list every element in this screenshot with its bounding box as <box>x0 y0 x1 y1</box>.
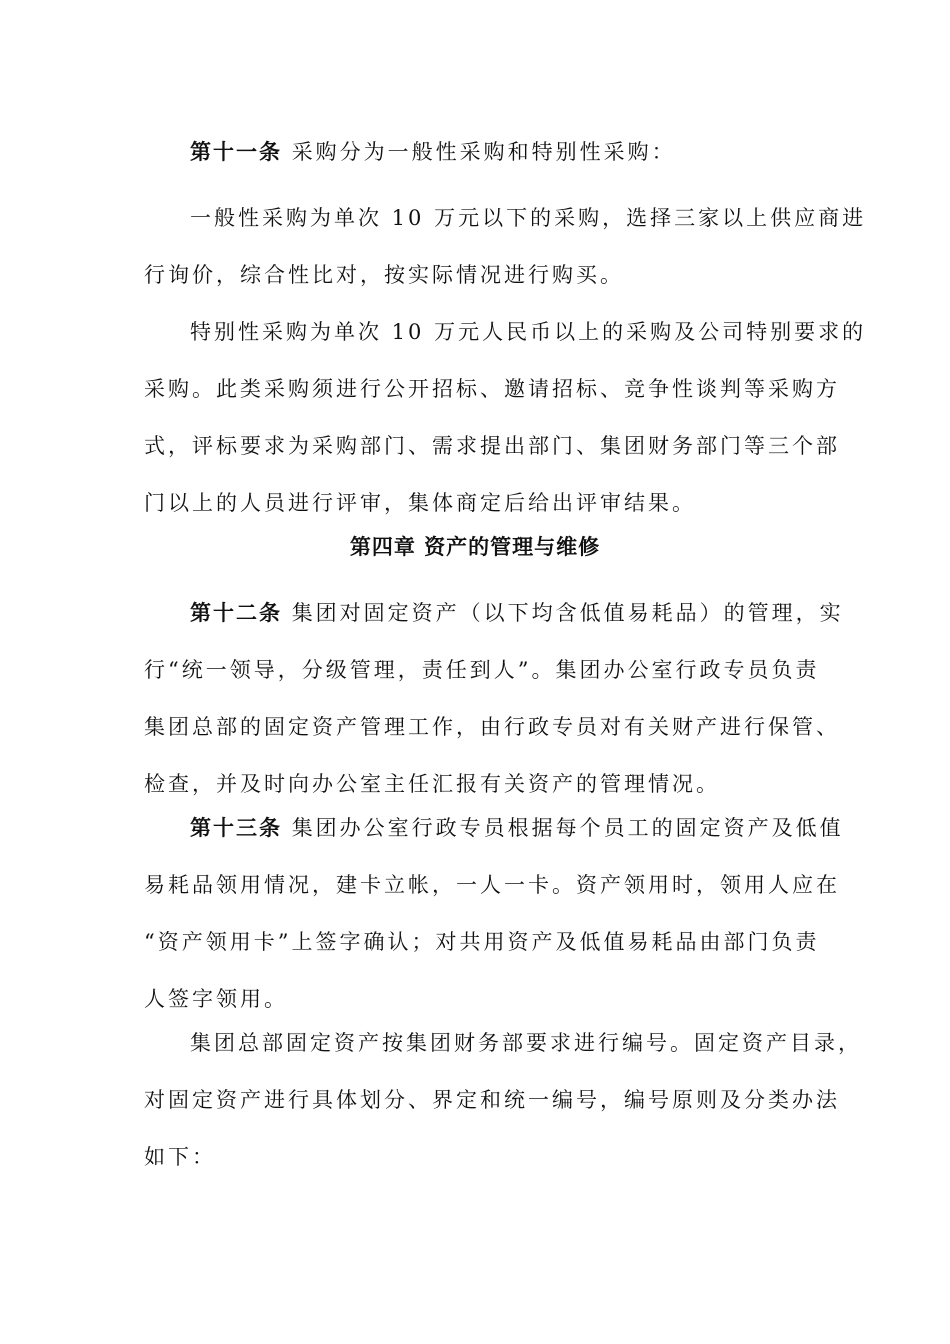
paragraph-line: 门以上的人员进行评审，集体商定后给出评审结果。 <box>144 491 696 515</box>
article-13-label: 第十三条 <box>190 816 282 840</box>
paragraph-line: 如下： <box>144 1145 216 1169</box>
paragraph-line: 式，评标要求为采购部门、需求提出部门、集团财务部门等三个部 <box>144 434 840 458</box>
paragraph-line: 对固定资产进行具体划分、界定和统一编号，编号原则及分类办法 <box>144 1088 840 1112</box>
paragraph-line: 特别性采购为单次 10 万元人民币以上的采购及公司特别要求的 <box>190 320 867 344</box>
article-12-label: 第十二条 <box>190 601 282 625</box>
chapter-heading: 第四章 资产的管理与维修 <box>349 535 601 559</box>
general-procurement-paragraph <box>144 190 867 304</box>
paragraph-line: 一般性采购为单次 10 万元以下的采购，选择三家以上供应商进 <box>190 206 867 230</box>
special-procurement-paragraph <box>144 304 867 532</box>
paragraph-line: 集团总部固定资产按集团财务部要求进行编号。固定资产目录， <box>190 1031 862 1055</box>
article-12-text: 集团对固定资产（以下均含低值易耗品）的管理，实 <box>291 601 844 625</box>
paragraph-line: 行询价，综合性比对，按实际情况进行购买。 <box>144 263 624 287</box>
article-12 <box>144 585 844 813</box>
paragraph-line: 易耗品领用情况，建卡立帐，一人一卡。资产领用时，领用人应在 <box>144 873 840 897</box>
paragraph-line: 检查，并及时向办公室主任汇报有关资产的管理情况。 <box>144 772 720 796</box>
article-11-label: 第十一条 <box>190 140 282 164</box>
asset-numbering-paragraph <box>144 1015 862 1186</box>
paragraph-line: 集团总部的固定资产管理工作，由行政专员对有关财产进行保管、 <box>144 715 840 739</box>
paragraph-line: 行“统一领导，分级管理，责任到人”。集团办公室行政专员负责 <box>144 658 820 682</box>
paragraph-line: 采购。此类采购须进行公开招标、邀请招标、竞争性谈判等采购方 <box>144 377 840 401</box>
article-13-text: 集团办公室行政专员根据每个员工的固定资产及低值 <box>291 816 844 840</box>
article-12-line-1 <box>144 585 844 642</box>
article-11-text: 采购分为一般性采购和特别性采购： <box>291 140 676 164</box>
article-11 <box>144 124 814 181</box>
paragraph-line: 人签字领用。 <box>144 987 288 1011</box>
article-13 <box>144 800 844 1028</box>
article-13-line-1 <box>144 800 844 857</box>
paragraph-line: “资产领用卡”上签字确认；对共用资产及低值易耗品由部门负责 <box>144 930 820 954</box>
article-11-line-1 <box>144 124 814 181</box>
